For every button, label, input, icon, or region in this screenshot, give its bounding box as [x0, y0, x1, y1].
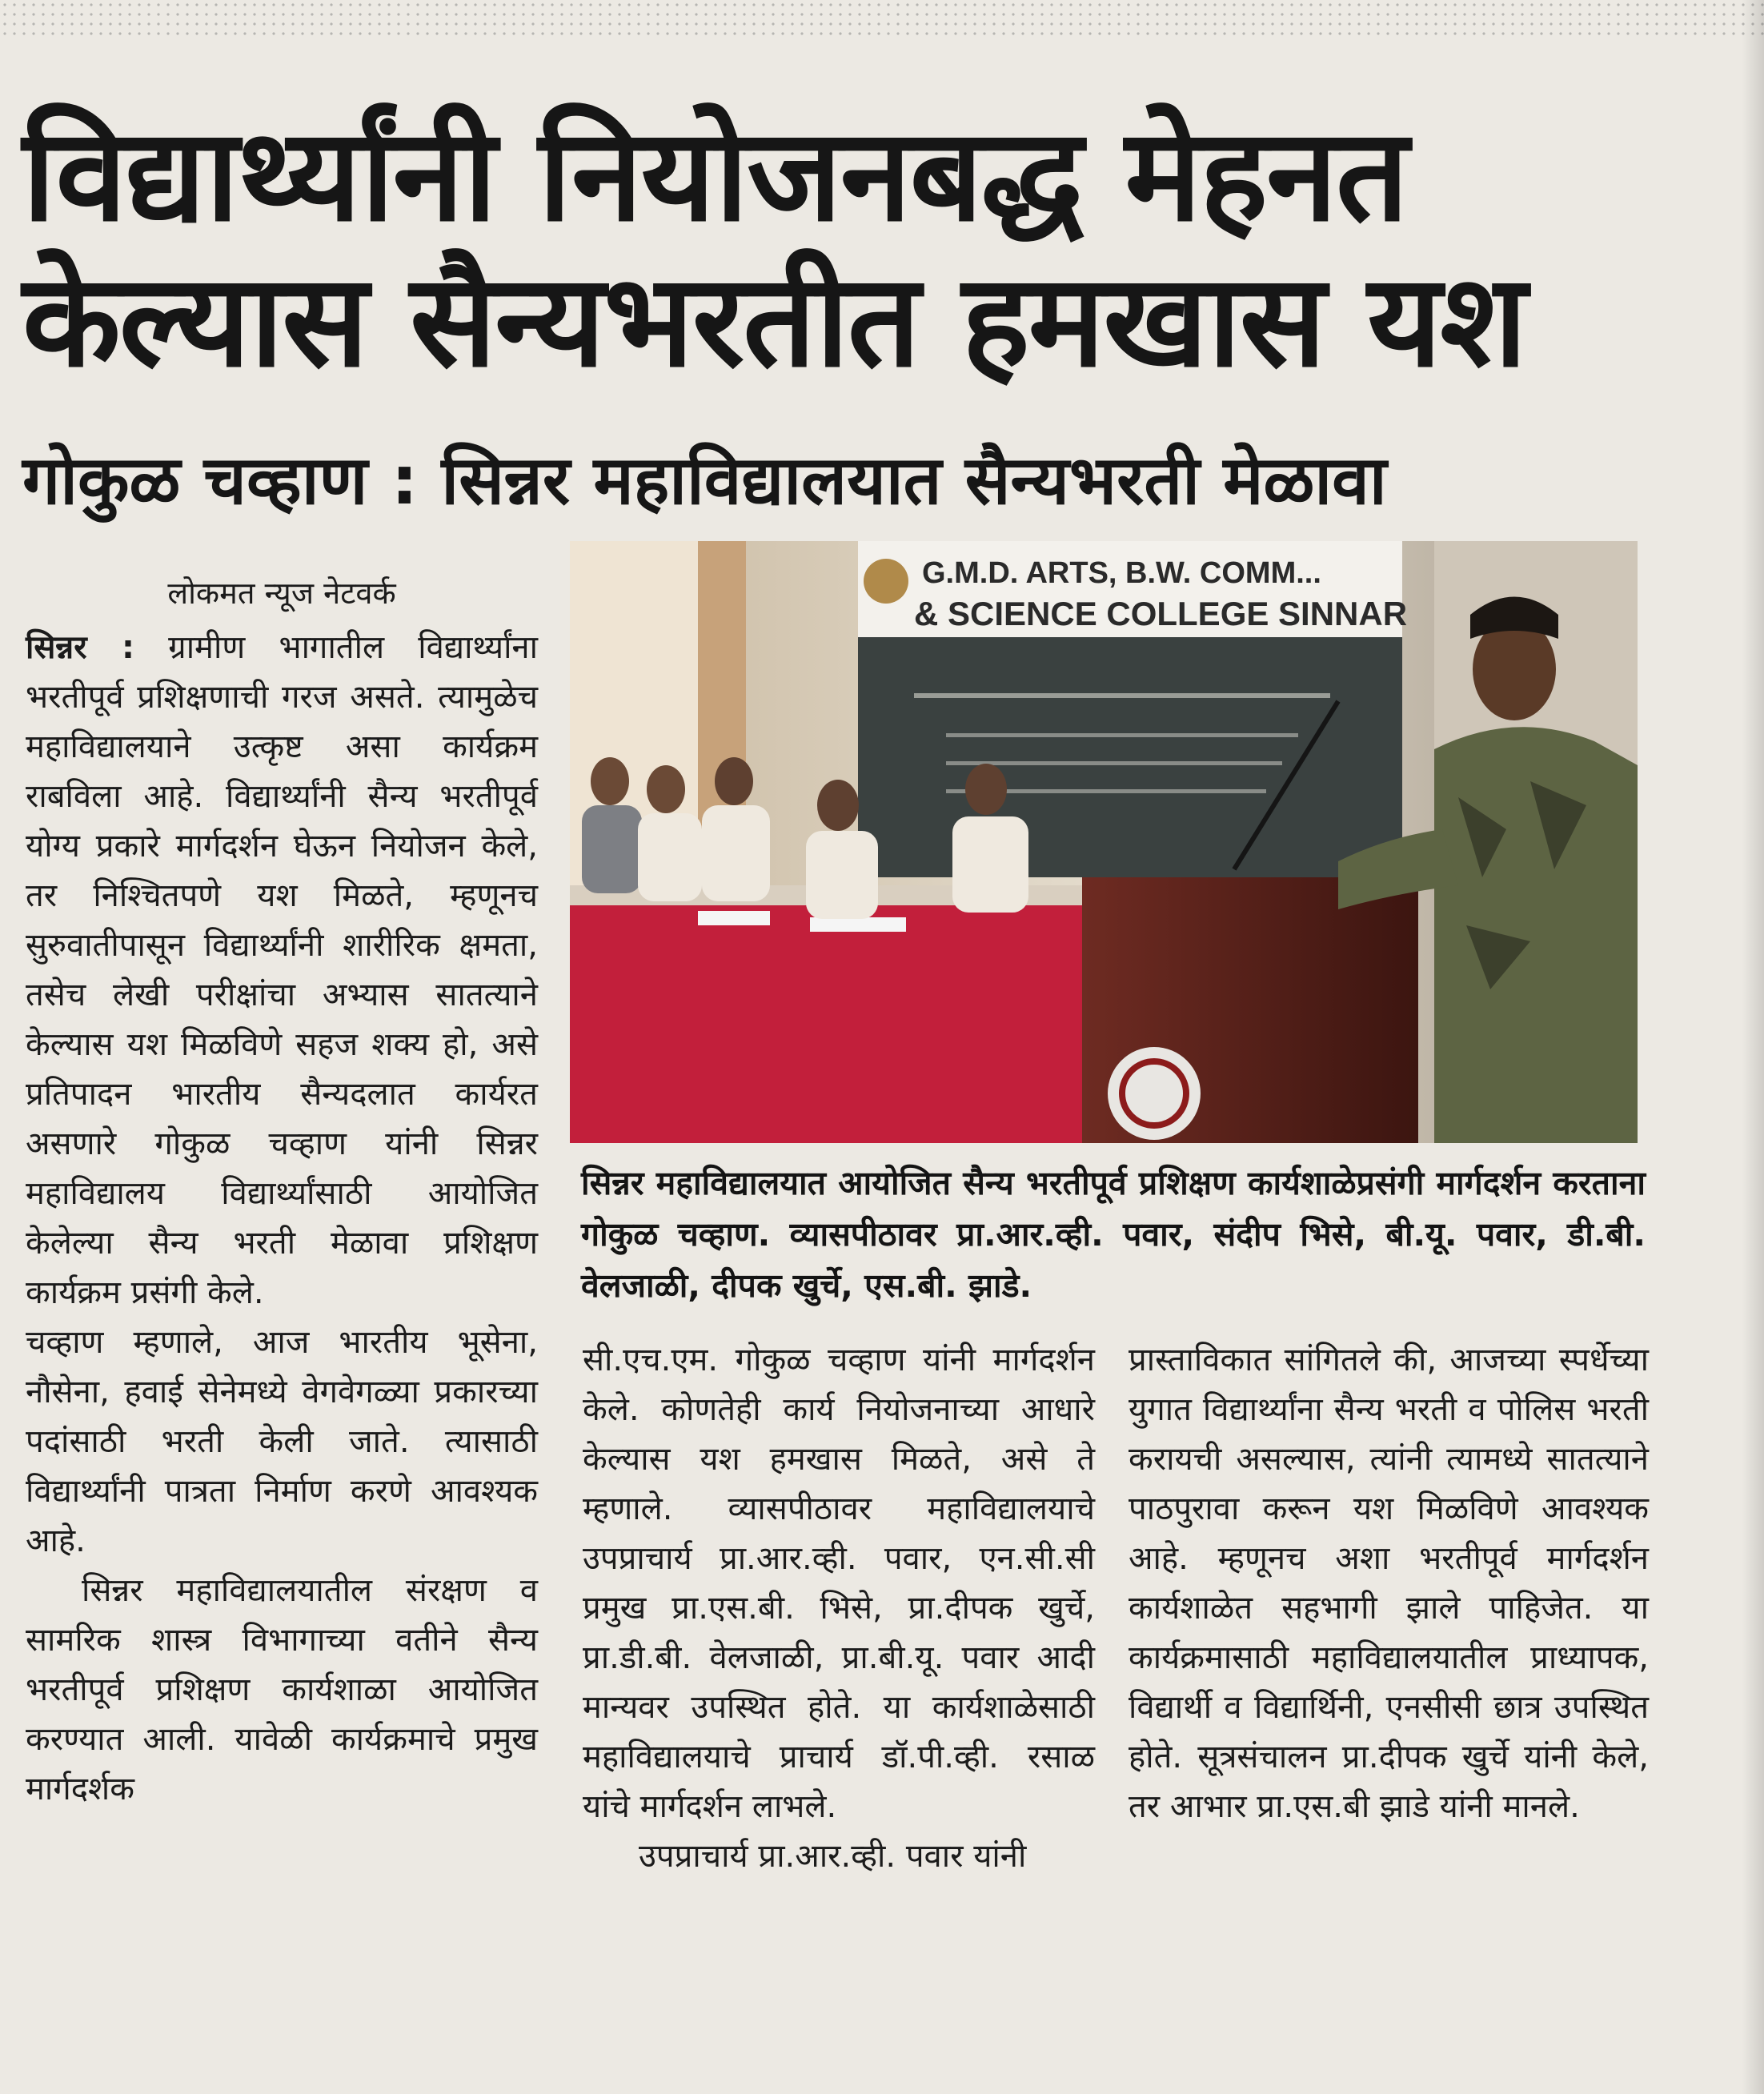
- dateline: सिन्नर :: [26, 629, 134, 666]
- photo-illustration: [570, 541, 1638, 1143]
- board-writing: [946, 733, 1298, 737]
- article-headline: [22, 102, 1727, 394]
- board-writing: [914, 693, 1330, 698]
- news-photo: [570, 541, 1638, 1143]
- college-logo-icon: [864, 559, 908, 604]
- article-subheadline: गोकुळ चव्हाण : सिन्नर महाविद्यालयात सैन्यभरती मेळावा: [22, 441, 1387, 519]
- article-paragraph: चव्हाण म्हणाले, आज भारतीय भूसेना, नौसेना, हवाई सेनेमध्ये वेगवेगळ्या प्रकारच्या पदांसाठी भरती केली जाते. त्यासाठी विद्यार्थ्यांनी पात्रता निर्माण करणे आवश्यक आहे.: [26, 1324, 538, 1559]
- article-column-3: [1129, 1335, 1649, 1831]
- page-edge-shadow: [1742, 0, 1764, 2094]
- article-column-2: [583, 1335, 1095, 1881]
- article-paragraph: सिन्नर महाविद्यालयातील संरक्षण व सामरिक शास्त्र विभागाच्या वतीने सैन्य भरतीपूर्व प्रशिक्षण कार्यशाळा आयोजित करण्यात आली. यावेळी कार्यक्रमाचे प्रमुख मार्गदर्शक: [26, 1572, 538, 1807]
- nameplate: [698, 911, 770, 925]
- nameplate: [810, 917, 906, 932]
- article-paragraph: [26, 623, 538, 1318]
- article-paragraph: सी.एच.एम. गोकुळ चव्हाण यांनी मार्गदर्शन केले. कोणतेही कार्य नियोजनाच्या आधारे केल्यास यश हमखास मिळते, असे ते म्हणाले. व्यासपीठावर महाविद्यालयाचे उपप्राचार्य प्रा.आर.व्ही. पवार, एन.सी.सी प्रमुख प्रा.एस.बी. भिसे, प्रा.दीपक खुर्चे, प्रा.डी.बी. वेलजाळी, प्रा.बी.यू. पवार आदी मान्यवर उपस्थित होते. या कार्यशाळेसाठी महाविद्यालयाचे प्राचार्य डॉ.पी.व्ही. रसाळ यांचे मार्गदर्शन लाभले.: [583, 1342, 1095, 1825]
- byline: लोकमत न्यूज नेटवर्क: [167, 576, 396, 611]
- article-paragraph: प्रास्ताविकात सांगितले की, आजच्या स्पर्धेच्या युगात विद्यार्थ्यांना सैन्य भरती व पोलिस भरती करायची असल्यास, त्यांनी त्यामध्ये सातत्याने पाठपुरावा करून यश मिळविणे आवश्यक आहे. म्हणूनच अशा भरतीपूर्व मार्गदर्शन कार्यशाळेत सहभागी झाले पाहिजेत. या कार्यक्रमासाठी महाविद्यालयातील प्राध्यापक, विद्यार्थी व विद्यार्थिनी, एनसीसी छात्र उपस्थित होते. सूत्रसंचालन प्रा.दीपक खुर्चे यांनी केले, तर आभार प्रा.एस.बी झाडे यांनी मानले.: [1129, 1342, 1649, 1825]
- table-cloth: [570, 905, 1146, 1143]
- article-paragraph: उपप्राचार्य प्रा.आर.व्ही. पवार यांनी: [639, 1838, 1027, 1875]
- photo-caption: सिन्नर महाविद्यालयात आयोजित सैन्य भरतीपूर्व प्रशिक्षण कार्यशाळेप्रसंगी मार्गदर्शन करताना गोकुळ चव्हाण. व्यासपीठावर प्रा.आर.व्ही. पवार, संदीप भिसे, बी.यू. पवार, डी.बी. वेलजाळी, दीपक खुर्चे, एस.बी. झाडे.: [581, 1164, 1646, 1305]
- banner-line-2: & SCIENCE COLLEGE SINNAR: [914, 595, 1408, 632]
- page-top-dot-border: [0, 0, 1764, 37]
- banner-line-1: G.M.D. ARTS, B.W. COMM...: [922, 556, 1321, 590]
- paragraph-text: ग्रामीण भागातील विद्यार्थ्यांना भरतीपूर्व प्रशिक्षणाची गरज असते. त्यामुळेच महाविद्यालयाने उत्कृष्ट असा कार्यक्रम राबविला आहे. विद्यार्थ्यांनी सैन्य भरतीपूर्व योग्य प्रकारे मार्गदर्शन घेऊन नियोजन केले, तर निश्चितपणे यश मिळते, म्हणूनच सुरुवातीपासून विद्यार्थ्यांनी शारीरिक क्षमता, तसेच लेखी परीक्षांचा अभ्यास सातत्याने केल्यास यश मिळविणे सहज शक्य हो, असे प्रतिपादन भारतीय सैन्यदलात कार्यरत असणारे गोकुळ चव्हाण यांनी सिन्नर महाविद्यालय विद्यार्थ्यांसाठी आयोजित केलेल्या सैन्य भरती मेळावा प्रशिक्षण कार्यक्रम प्रसंगी केले.: [26, 629, 538, 1311]
- board-writing: [946, 761, 1282, 765]
- article-column-1: [26, 568, 538, 1814]
- headline-line-2: केल्यास सैन्यभरतीत हमखास यश: [22, 246, 1526, 395]
- headline-line-1: विद्यार्थ्यांनी नियोजनबद्ध मेहनत: [22, 100, 1408, 250]
